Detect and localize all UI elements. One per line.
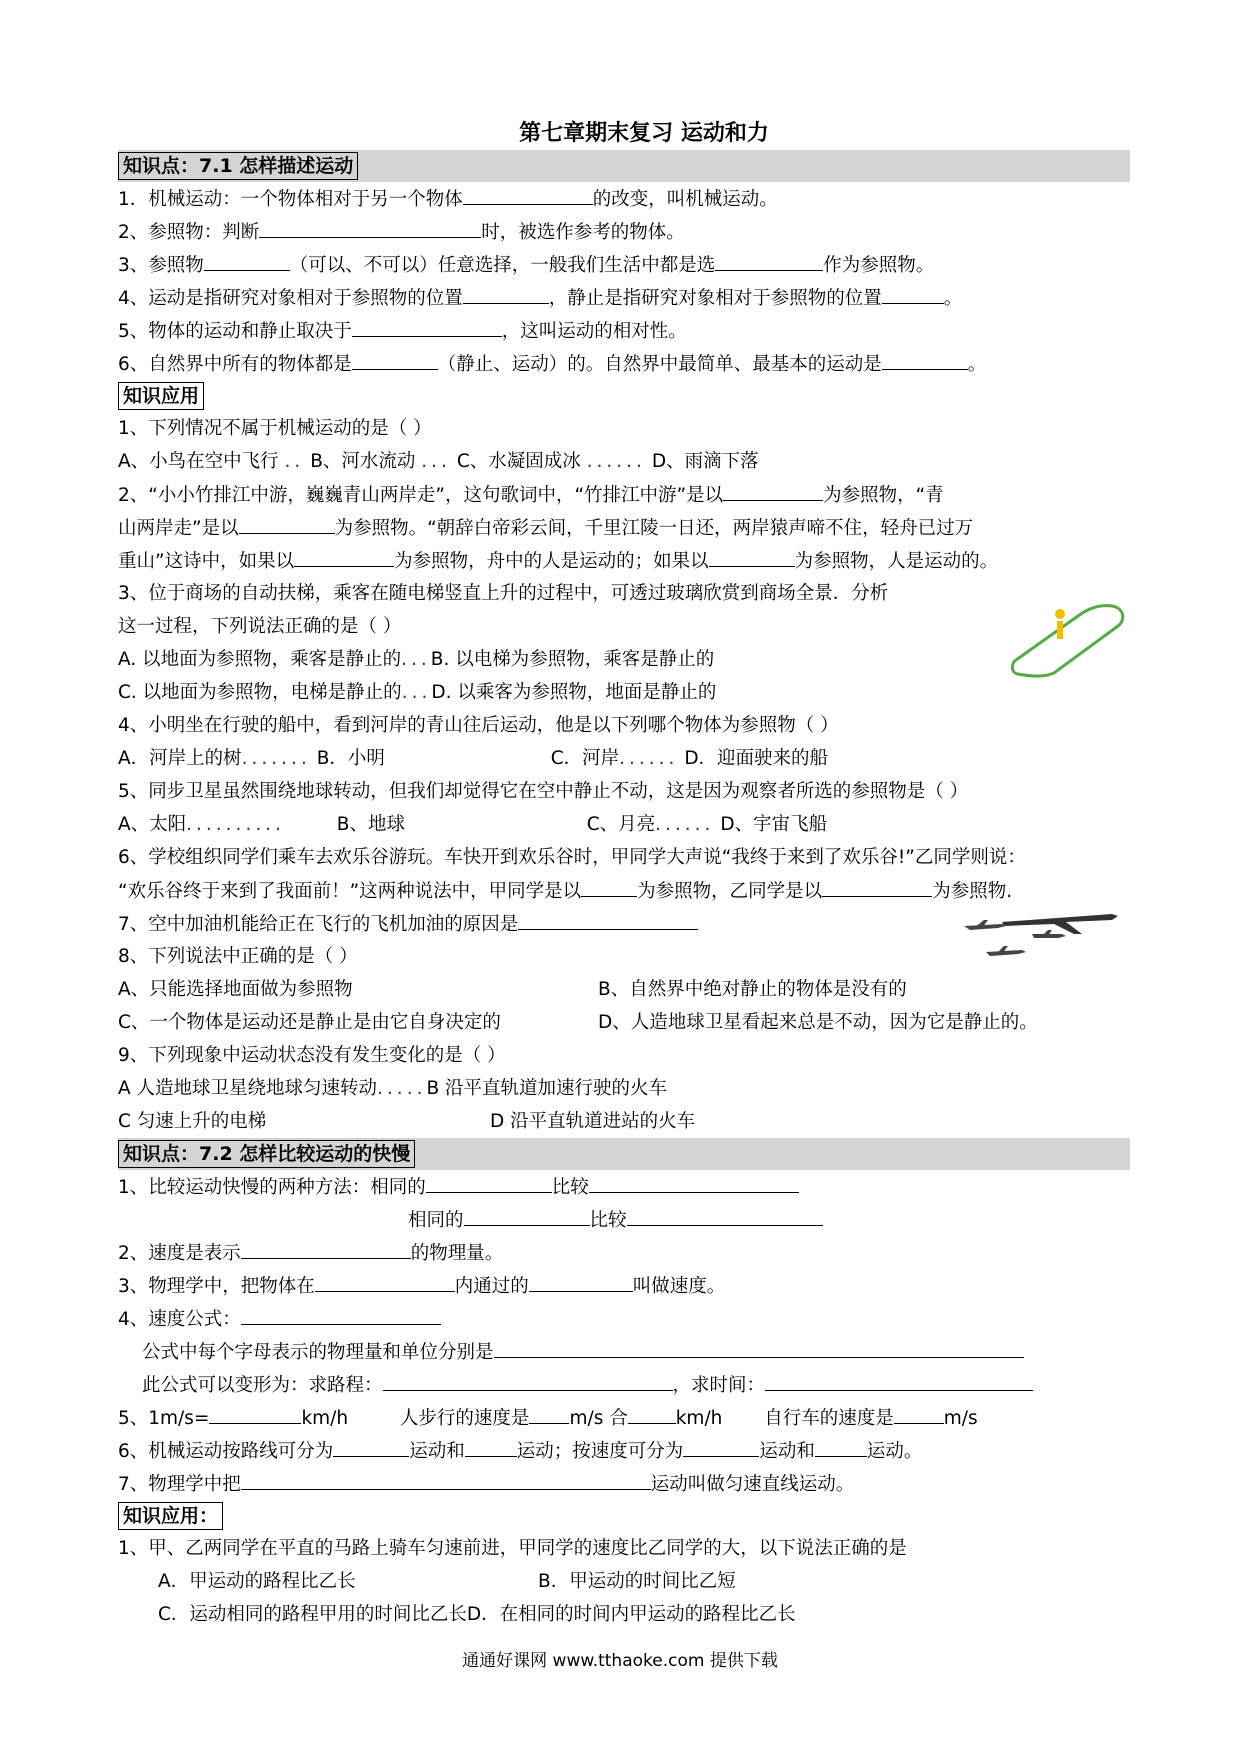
app1-q3-options-ab: A. 以地面为参照物，乘客是静止的...B. 以电梯为参照物，乘客是静止的 [118, 649, 715, 670]
aerial-refueling-planes-illustration [962, 900, 1122, 970]
app1-q8-options-cd: C、一个物体是运动还是静止是由它自身决定的 D、人造地球卫星看起来总是不动，因为它是静止的。 [118, 1012, 1038, 1033]
app1-q2-line2: 山两岸走”是以 为参照物。“朝辞白帝彩云间，千里江陵一日还，两岸猿声啼不住，轻舟已过万 [118, 511, 1130, 544]
s2-item-3: 3、物理学中，把物体在 内通过的 叫做速度。 [118, 1269, 1130, 1302]
app1-q9-options-cd: C 匀速上升的电梯 D 沿平直轨道进站的火车 [118, 1111, 696, 1132]
s1-item-6: 6、自然界中所有的物体都是 （静止、运动）的。自然界中最简单、最基本的运动是 。 [118, 347, 1130, 380]
app1-q4-options: A．河岸上的树....... B．小明 C．河岸...... D．迎面驶来的船 [118, 748, 829, 769]
s1-item-5: 5、物体的运动和静止取决于 ，这叫运动的相对性。 [118, 314, 1130, 347]
app1-q7: 7、空中加油机能给正在飞行的飞机加油的原因是 [118, 907, 1130, 940]
app1-q2-line1: 2、“小小竹排江中游，巍巍青山两岸走”，这句歌词中，“竹排江中游”是以 为参照物，“青 [118, 478, 1130, 511]
app1-q3-line1: 3、位于商场的自动扶梯，乘客在随电梯竖直上升的过程中，可透过玻璃欣赏到商场全景．分析 [118, 583, 889, 604]
section-header-7-2: 知识点：7.2 怎样比较运动的快慢 [118, 1138, 1130, 1170]
app1-q6-line2: “欢乐谷终于来到了我面前！”这两种说法中，甲同学是以 为参照物，乙同学是以 为参照物. [118, 874, 1130, 907]
s1-item-4: 4、运动是指研究对象相对于参照物的位置 ，静止是指研究对象相对于参照物的位置 。 [118, 281, 1130, 314]
knowledge-application-header-2: 知识应用： [118, 1502, 223, 1530]
page-title: 第七章期末复习 运动和力 [519, 121, 769, 146]
knowledge-application-header-1: 知识应用 [118, 382, 204, 410]
s2-item-4: 4、速度公式： [118, 1302, 1130, 1335]
app1-q2-line3: 重山”这诗中，如果以 为参照物，舟中的人是运动的；如果以 为参照物，人是运动的。 [118, 544, 1130, 577]
app1-q1: 1、下列情况不属于机械运动的是（ ） [118, 418, 432, 439]
s2-item-1: 1、比较运动快慢的两种方法：相同的 比较 [118, 1170, 1130, 1203]
s2-item-4c: 此公式可以变形为：求路程： ，求时间： [118, 1368, 1130, 1401]
app1-q5: 5、同步卫星虽然围绕地球转动，但我们却觉得它在空中静止不动，这是因为观察者所选的参照物是（ ） [118, 781, 969, 802]
escalator-illustration [1008, 590, 1132, 686]
app1-q6-line1: 6、学校组织同学们乘车去欢乐谷游玩。车快开到欢乐谷时，甲同学大声说“我终于来到了欢乐谷!”乙同学则说： [118, 847, 1026, 868]
s1-item-2: 2、参照物：判断 时，被选作参考的物体。 [118, 215, 1130, 248]
app1-q9-options-ab: A 人造地球卫星绕地球匀速转动.....B 沿平直轨道加速行驶的火车 [118, 1078, 668, 1099]
app1-q8: 8、下列说法中正确的是（ ） [118, 946, 358, 967]
app1-q3-options-cd: C. 以地面为参照物，电梯是静止的...D. 以乘客为参照物，地面是静止的 [118, 682, 717, 703]
app1-q9: 9、下列现象中运动状态没有发生变化的是（ ） [118, 1045, 506, 1066]
s2-item-4b: 公式中每个字母表示的物理量和单位分别是 [118, 1335, 1130, 1368]
app1-q3-line2: 这一过程，下列说法正确的是（ ） [118, 616, 402, 637]
s2-item-2: 2、速度是表示 的物理量。 [118, 1236, 1130, 1269]
app1-q1-options: A、小鸟在空中飞行 .. B、河水流动 ... C、水凝固成冰 ...... D、雨滴下落 [118, 451, 759, 472]
worksheet [118, 118, 1130, 1631]
app2-q1-options-ab: A．甲运动的路程比乙长 B．甲运动的时间比乙短 [158, 1571, 736, 1592]
s2-item-6: 6、机械运动按路线可分为 运动和 运动；按速度可分为 运动和 运动。 [118, 1434, 1130, 1467]
footer-credit: 通通好课网 www.tthaoke.com 提供下载 [462, 1651, 778, 1671]
s1-item-3: 3、参照物 （可以、不可以）任意选择，一般我们生活中都是选 作为参照物。 [118, 248, 1130, 281]
s2-item-5: 5、1m/s= km/h 人步行的速度是 m/s 合 km/h 自行车的速度是 m/s [118, 1401, 1130, 1434]
app1-q4: 4、小明坐在行驶的船中，看到河岸的青山往后运动，他是以下列哪个物体为参照物（ ） [118, 715, 839, 736]
s2-item-7: 7、物理学中把 运动叫做匀速直线运动。 [118, 1467, 1130, 1500]
s1-item-1: 1．机械运动：一个物体相对于另一个物体 的改变，叫机械运动。 [118, 182, 1130, 215]
app1-q8-options-ab: A、只能选择地面做为参照物 B、自然界中绝对静止的物体是没有的 [118, 979, 907, 1000]
section-header-7-1: 知识点：7.1 怎样描述运动 [118, 150, 1130, 182]
app2-q1: 1、甲、乙两同学在平直的马路上骑车匀速前进，甲同学的速度比乙同学的大，以下说法正确的是 [118, 1538, 907, 1559]
s2-item-1b: 相同的 比较 [118, 1203, 1130, 1236]
app2-q1-options-cd: C．运动相同的路程甲用的时间比乙长D．在相同的时间内甲运动的路程比乙长 [158, 1604, 796, 1625]
app1-q5-options: A、太阳.......... B、地球 C、月亮...... D、宇宙飞船 [118, 814, 828, 835]
